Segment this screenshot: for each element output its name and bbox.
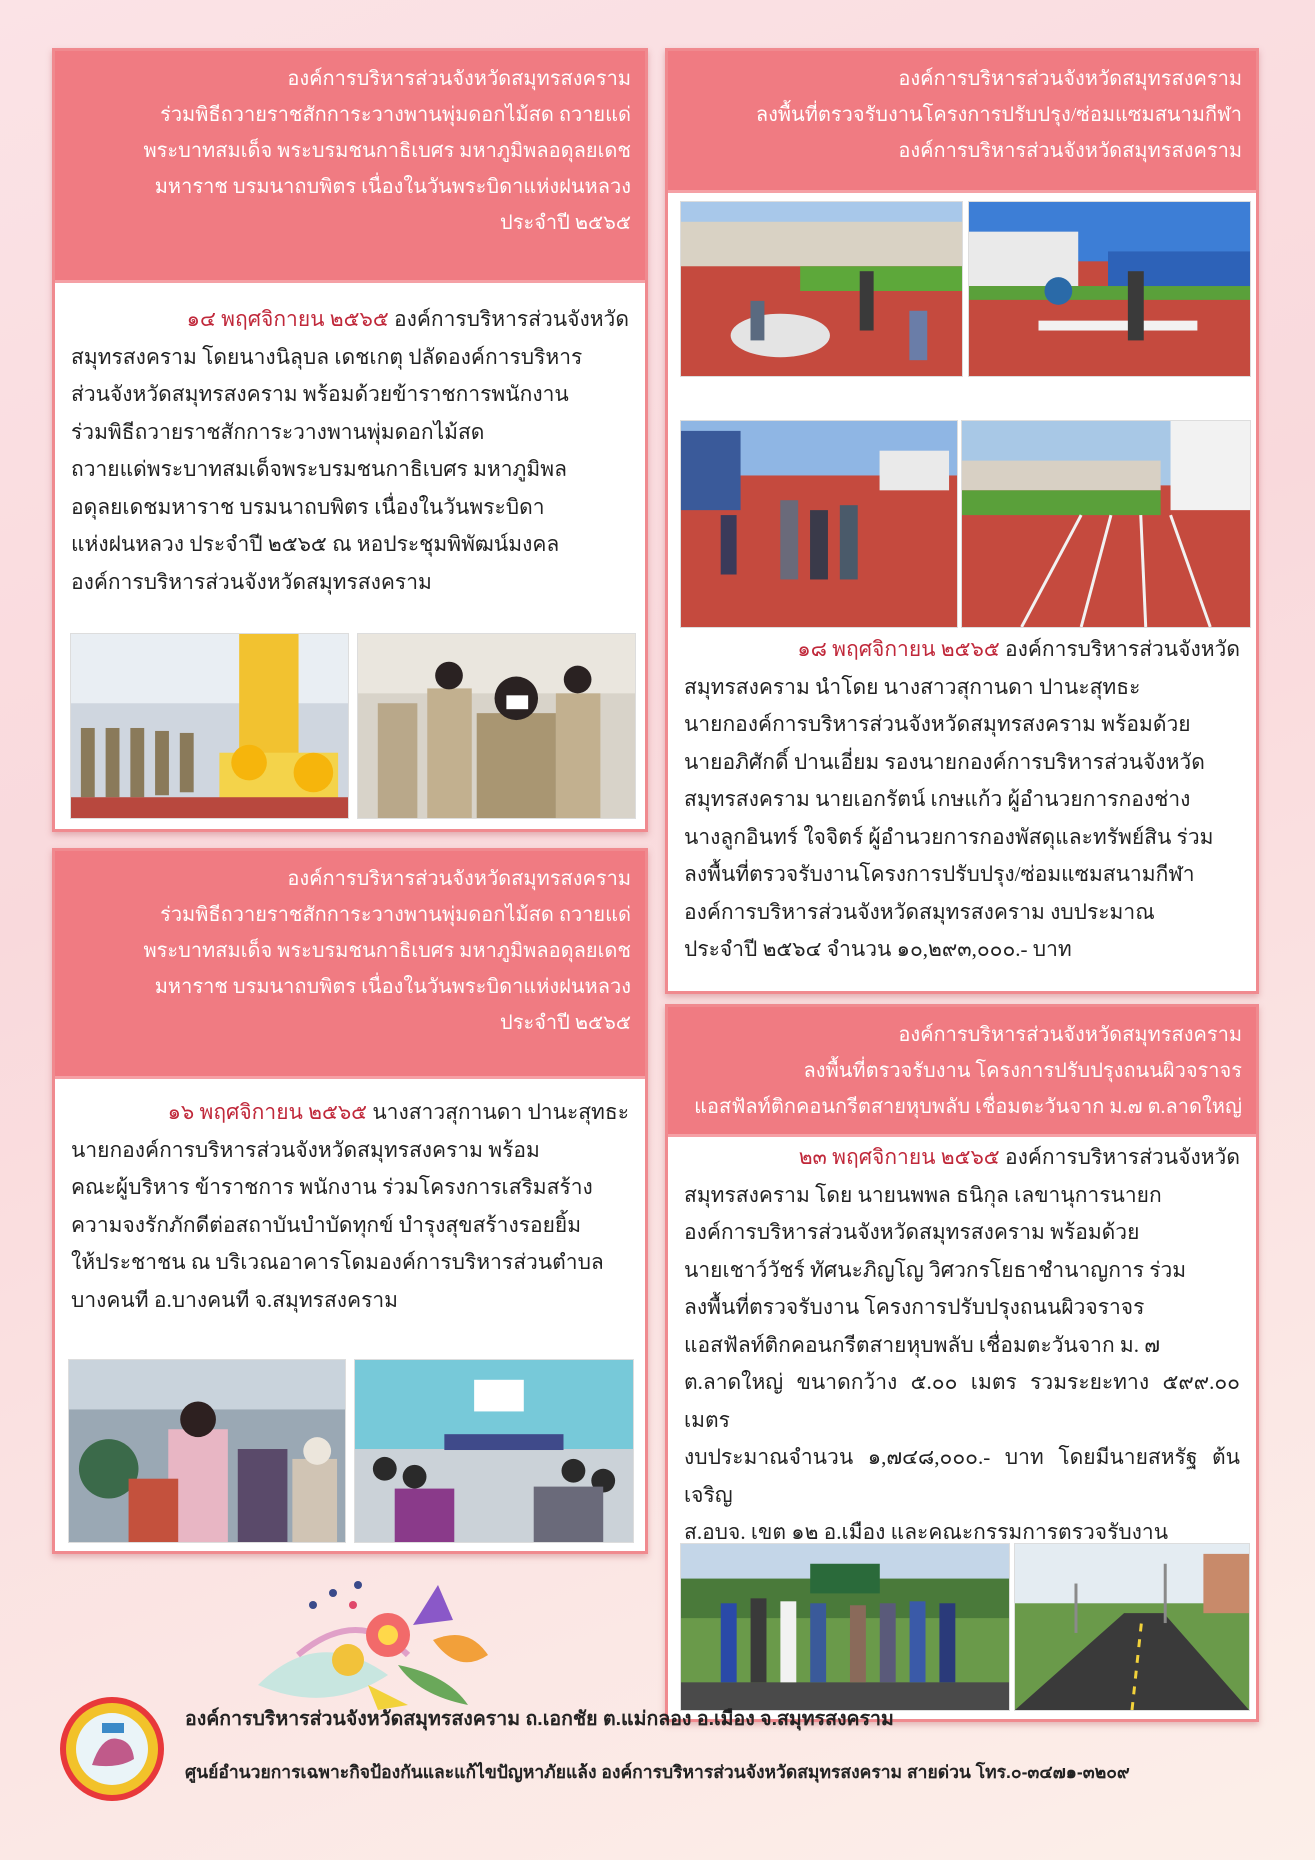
- body-line: ประจำปี ๒๕๖๔ จำนวน ๑๐,๒๙๓,๐๐๐.- บาท: [684, 937, 1072, 961]
- heading-line: พระบาทสมเด็จ พระบรมชนกาธิเบศร มหาภูมิพลอดุลยเดช: [143, 940, 631, 962]
- photo-road-group: [680, 1543, 1010, 1711]
- news-card-road: [665, 1004, 1259, 1722]
- body-line: ส.อบจ. เขต ๑๒ อ.เมือง และคณะกรรมการตรวจรับงาน: [684, 1520, 1169, 1544]
- body-line: สมุทรสงคราม นายเอกรัตน์ เกษแก้ว ผู้อำนวยการกองช่าง: [684, 787, 1191, 811]
- body-line: คณะผู้บริหาร ข้าราชการ พนักงาน ร่วมโครงการเสริมสร้าง: [71, 1175, 593, 1199]
- heading-line: องค์การบริหารส่วนจังหวัดสมุทรสงคราม: [287, 68, 631, 90]
- body-line: ความจงรักภักดีต่อสถาบันบำบัดทุกข์ บำรุงสุขสร้างรอยยิ้ม: [71, 1212, 582, 1237]
- body-line: องค์การบริหารส่วนจังหวัด: [1004, 1145, 1240, 1169]
- event-date: ๒๓ พฤศจิกายน ๒๕๖๕: [798, 1145, 1000, 1169]
- body-line: สมุทรสงคราม โดย นายนพพล ธนิกุล เลขานุการนายก: [684, 1182, 1162, 1207]
- body-line: สมุทรสงคราม โดยนางนิลุบล เดชเกตุ ปลัดองค์การบริหาร: [71, 344, 583, 369]
- body-line: องค์การบริหารส่วนจังหวัดสมุทรสงคราม: [71, 569, 432, 594]
- body-line: ลงพื้นที่ตรวจรับงาน โครงการปรับปรุงถนนผิวจราจร: [684, 1295, 1145, 1319]
- card-body: [71, 301, 629, 601]
- card-heading: [668, 1007, 1256, 1137]
- event-date: ๑๘ พฤศจิกายน ๒๕๖๕: [797, 637, 1000, 661]
- card-body: [684, 631, 1240, 969]
- body-line: องค์การบริหารส่วนจังหวัด: [1004, 637, 1240, 661]
- heading-line: มหาราช บรมนาถบพิตร เนื่องในวันพระบิดาแห่งฝนหลวง: [154, 976, 631, 998]
- news-card-ceremony-1: [52, 48, 648, 832]
- body-line: องค์การบริหารส่วนจังหวัด: [393, 307, 629, 331]
- heading-line: พระบาทสมเด็จ พระบรมชนกาธิเบศร มหาภูมิพลอดุลยเดช: [143, 140, 631, 162]
- heading-line: องค์การบริหารส่วนจังหวัดสมุทรสงคราม: [898, 140, 1242, 162]
- body-line: แอสฟัลท์ติกคอนกรีตสายหุบพลับ เชื่อมตะวันจาก ม. ๗: [684, 1332, 1161, 1357]
- body-line: สมุทรสงคราม นำโดย นางสาวสุกานดา ปานะสุทธะ: [684, 674, 1141, 699]
- heading-line: องค์การบริหารส่วนจังหวัดสมุทรสงคราม: [898, 1024, 1242, 1046]
- photo-meeting-room: [354, 1359, 634, 1543]
- event-date: ๑๖ พฤศจิกายน ๒๕๖๕: [167, 1100, 368, 1124]
- heading-line: ลงพื้นที่ตรวจรับงาน โครงการปรับปรุงถนนผิวจราจร: [803, 1060, 1242, 1082]
- body-line: ถวายแด่พระบาทสมเด็จพระบรมชนกาธิเบศร มหาภูมิพล: [71, 457, 567, 481]
- card-body: [71, 1094, 629, 1319]
- card-heading: [668, 51, 1256, 193]
- heading-line: ร่วมพิธีถวายราชสักการะวางพานพุ่มดอกไม้สด ถวายแด่: [160, 904, 631, 926]
- heading-line: ประจำปี ๒๕๖๕: [500, 1012, 631, 1034]
- body-line: องค์การบริหารส่วนจังหวัดสมุทรสงคราม งบประมาณ: [684, 899, 1155, 924]
- photo-track-inspection-3: [680, 420, 958, 628]
- footer-address: องค์การบริหารส่วนจังหวัดสมุทรสงคราม ถ.เอกชัย ต.แม่กลอง อ.เมือง จ.สมุทรสงคราม: [185, 1708, 894, 1730]
- body-line: ให้ประชาชน ณ บริเวณอาคารโดมองค์การบริหารส่วนตำบล: [71, 1250, 604, 1274]
- heading-line: ประจำปี ๒๕๖๕: [500, 212, 631, 234]
- card-heading: [55, 851, 645, 1079]
- body-line: บางคนที อ.บางคนที จ.สมุทรสงคราม: [71, 1287, 398, 1312]
- photo-ceremony-hall: [70, 633, 349, 819]
- heading-line: มหาราช บรมนาถบพิตร เนื่องในวันพระบิดาแห่งฝนหลวง: [154, 176, 631, 198]
- body-line: นายกองค์การบริหารส่วนจังหวัดสมุทรสงคราม พร้อม: [71, 1137, 540, 1162]
- photo-asphalt-road: [1014, 1543, 1250, 1711]
- heading-line: องค์การบริหารส่วนจังหวัดสมุทรสงคราม: [898, 68, 1242, 90]
- body-line: ร่วมพิธีถวายราชสักการะวางพานพุ่มดอกไม้สด: [71, 419, 485, 444]
- body-line: งบประมาณจำนวน ๑,๗๔๘,๐๐๐.- บาท โดยมีนายสหรัฐ ต้นเจริญ: [684, 1445, 1240, 1507]
- body-line: แห่งฝนหลวง ประจำปี ๒๕๖๕ ณ หอประชุมพิพัฒน์มงคล: [71, 532, 560, 556]
- news-card-ceremony-2: [52, 848, 648, 1554]
- body-line: นางสาวสุกานดา ปานะสุทธะ: [372, 1100, 629, 1124]
- body-line: ส่วนจังหวัดสมุทรสงคราม พร้อมด้วยข้าราชการพนักงาน: [71, 382, 569, 406]
- heading-line: ร่วมพิธีถวายราชสักการะวางพานพุ่มดอกไม้สด ถวายแด่: [160, 104, 631, 126]
- heading-line: แอสฟัลท์ติกคอนกรีตสายหุบพลับ เชื่อมตะวันจาก ม.๗ ต.ลาดใหญ่: [694, 1096, 1242, 1118]
- body-line: ต.ลาดใหญ่ ขนาดกว้าง ๕.๐๐ เมตร รวมระยะทาง ๕๙๙.๐๐ เมตร: [684, 1370, 1240, 1432]
- body-line: ลงพื้นที่ตรวจรับงานโครงการปรับปรุง/ซ่อมแซมสนามกีฬา: [684, 862, 1195, 886]
- photo-track-inspection-2: [968, 201, 1251, 377]
- photo-officials-standing: [357, 633, 636, 819]
- news-card-stadium: [665, 48, 1259, 994]
- body-line: นายอภิศักดิ์ ปานเอี่ยม รองนายกองค์การบริหารส่วนจังหวัด: [684, 749, 1205, 774]
- photo-track-inspection-1: [680, 201, 963, 377]
- floral-decoration: [238, 1565, 498, 1717]
- heading-line: องค์การบริหารส่วนจังหวัดสมุทรสงคราม: [287, 868, 631, 890]
- org-logo: [58, 1695, 166, 1803]
- footer-hotline: ศูนย์อำนวยการเฉพาะกิจป้องกันและแก้ไขปัญหาภัยแล้ง องค์การบริหารส่วนจังหวัดสมุทรสงคราม สายด่วน โทร.๐-๓๔๗๑-๓๒๐๙: [185, 1762, 1130, 1782]
- body-line: องค์การบริหารส่วนจังหวัดสมุทรสงคราม พร้อมด้วย: [684, 1220, 1140, 1244]
- body-line: นายกองค์การบริหารส่วนจังหวัดสมุทรสงคราม พร้อมด้วย: [684, 712, 1191, 736]
- card-body: [684, 1139, 1240, 1589]
- event-date: ๑๔ พฤศจิกายน ๒๕๖๕: [186, 307, 389, 331]
- body-line: นางลูกอินทร์ ใจจิตร์ ผู้อำนวยการกองพัสดุและทรัพย์สิน ร่วม: [684, 824, 1214, 849]
- photo-community-event: [68, 1359, 346, 1543]
- body-line: นายเชาว์วัชร์ ทัศนะภิญโญ วิศวกรโยธาชำนาญการ ร่วม: [684, 1257, 1187, 1282]
- heading-line: ลงพื้นที่ตรวจรับงานโครงการปรับปรุง/ซ่อมแซมสนามกีฬา: [755, 104, 1242, 126]
- card-heading: [55, 51, 645, 283]
- body-line: อดุลยเดชมหาราช บรมนาถบพิตร เนื่องในวันพระบิดา: [71, 494, 545, 519]
- photo-running-track: [961, 420, 1251, 628]
